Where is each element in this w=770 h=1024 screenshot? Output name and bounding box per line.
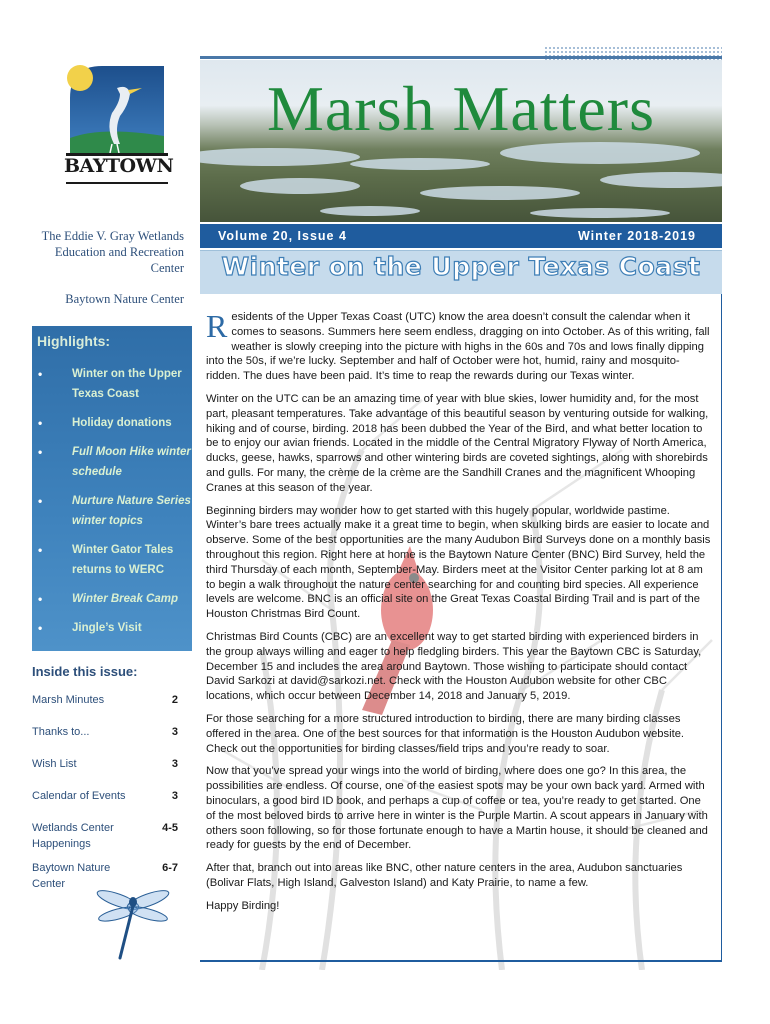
article-body — [202, 310, 718, 970]
top-rule — [200, 56, 722, 59]
baytown-heron-logo — [62, 58, 172, 203]
paragraph: Happy Birding! — [206, 899, 280, 912]
highlight-item: • Winter Break Camp — [38, 592, 178, 606]
highlight-item: • Winter Gator Tales returns to WERC — [38, 543, 174, 576]
paragraph: After that, branch out into areas like BNC, other nature centers in the area, Audubon sanctuaries (Bolivar Flats, High Island, Galveston Island) and Katy Prairie, to name a few. — [206, 862, 683, 889]
issue-bar — [200, 224, 722, 248]
highlight-item: • Winter on the Upper Texas Coast — [38, 367, 182, 400]
toc-row[interactable]: Marsh Minutes 2 — [32, 694, 178, 706]
organization-name: The Eddie V. Gray Wetlands Education and Recreation Center — [41, 229, 184, 275]
toc-row[interactable]: Thanks to... 3 — [32, 726, 178, 738]
highlight-item: • Holiday donations — [38, 416, 172, 430]
frame-rule-bottom — [200, 960, 722, 962]
highlights-panel — [32, 326, 192, 651]
paragraph: Winter on the UTC can be an amazing time of year with blue skies, lower humidity and, for the most part, pleasant temperatures. Take advantage of this beautiful season by venturing outside for walking, hiking and of course, birding. 2018 has been dubbed the Year of the Bird, and what better location to be to enjoy our avian friends. Located in the middle of the Central Migratory Flyway of North America, ducks, geese, hawks, sparrows and other wintering birds are coveted sightings, along with shorebirds and gulls. For many, the crème de la crème are the Sandhill Cranes and the magnificent Whooping Cranes at this season of the year. — [206, 392, 709, 494]
issue-volume: Volume 20, Issue 4 — [218, 229, 347, 243]
paragraph: Now that you’ve spread your wings into the world of birding, where does one go? In this area, the possibilities are endless. Of course, one of the easiest spots may be your own back yard. Armed with binoculars, a good bird ID book, and perhaps a cup of coffee or tea, you’re ready to get started. One of the most beloved birds to arrive here in winter is the Purple Martin. A scout appears in January with others soon following, so for those fortunate enough to have a Martin house, it should be cleaned and ready for guests by the end of December. — [206, 765, 708, 852]
highlights-list — [32, 364, 192, 647]
issue-season: Winter 2018-2019 — [577, 229, 696, 243]
paragraph: Christmas Bird Counts (CBC) are an excellent way to get started birding with experienced birders in the group always willing and eager to help fledgling birders. This year the Baytown CBC is Saturday, December 15 and includes the area around Baytown. Those wishing to participate should contact David Sarkozi at david@sarkozi.net. Check with the Houston Audubon website for other CBC locations, which occur between December 14, 2018 and January 5, 2019. — [206, 630, 702, 703]
toc-row[interactable]: Calendar of Events 3 — [32, 790, 178, 802]
toc-row[interactable]: Wish List 3 — [32, 758, 178, 770]
highlight-item: • Full Moon Hike winter schedule — [38, 445, 191, 478]
paragraph: Residents of the Upper Texas Coast (UTC) know the area doesn’t consult the calendar when it comes to seasons. Summers here seem endless, dragging on into October. As of this writing, fall weather is slowly creeping into the picture with highs in the 60s and 70s and lows finally dipping into the 50s, if we’re lucky. September and half of October were hot, humid, rainy and mosquito-ridden. The dues have been paid. It’s time to reap the rewards during our Texas winter. — [206, 310, 710, 383]
frame-rule-right — [721, 294, 722, 962]
toc-row[interactable]: Wetlands Center Happenings 4-5 — [32, 822, 178, 850]
highlights-title: Highlights: — [37, 333, 111, 349]
highlight-item: • Nurture Nature Series winter topics — [38, 494, 191, 527]
highlight-item: • Jingle’s Visit — [38, 621, 142, 635]
paragraph: Beginning birders may wonder how to get started with this hugely popular, worldwide pastime. Winter’s bare trees actually make it a great time to begin, when skulking birds are easier to locate and observe. Some of the best opportunities are the many Audubon Bird Surveys done on a monthly basis throughout this region. Right here at home is the Baytown Nature Center (BNC) Bird Survey, held the third Thursday of each month, September-May. Birders meet at the Visitor Center parking lot at 8 am to begin a walk throughout the nature center searching for and counting bird species. All experience levels are welcome. BNC is an official site on the Great Texas Coastal Birding Trail and is part of the Houston Christmas Bird Count. — [206, 504, 711, 621]
toc-row[interactable]: Baytown Nature Center 6-7 — [32, 862, 178, 890]
article-text — [202, 310, 718, 913]
dragonfly-icon — [90, 880, 176, 962]
inside-issue-title: Inside this issue: — [32, 664, 138, 679]
nature-center-name: Baytown Nature Center — [65, 292, 184, 306]
paragraph: For those searching for a more structured introduction to birding, there are many birding classes offered in the area. One of the best sources for that information is the Houston Audubon website. Check out the opportunities for birding classes/field trips and you’re ready to soar. — [206, 712, 685, 755]
article-headline: Winter on the Upper Texas Coast — [221, 252, 701, 281]
drop-cap: R — [206, 310, 228, 344]
logo-wordmark: BAYTOWN — [64, 155, 174, 177]
table-of-contents — [32, 692, 184, 896]
newsletter-title: Marsh Matters — [266, 73, 656, 144]
